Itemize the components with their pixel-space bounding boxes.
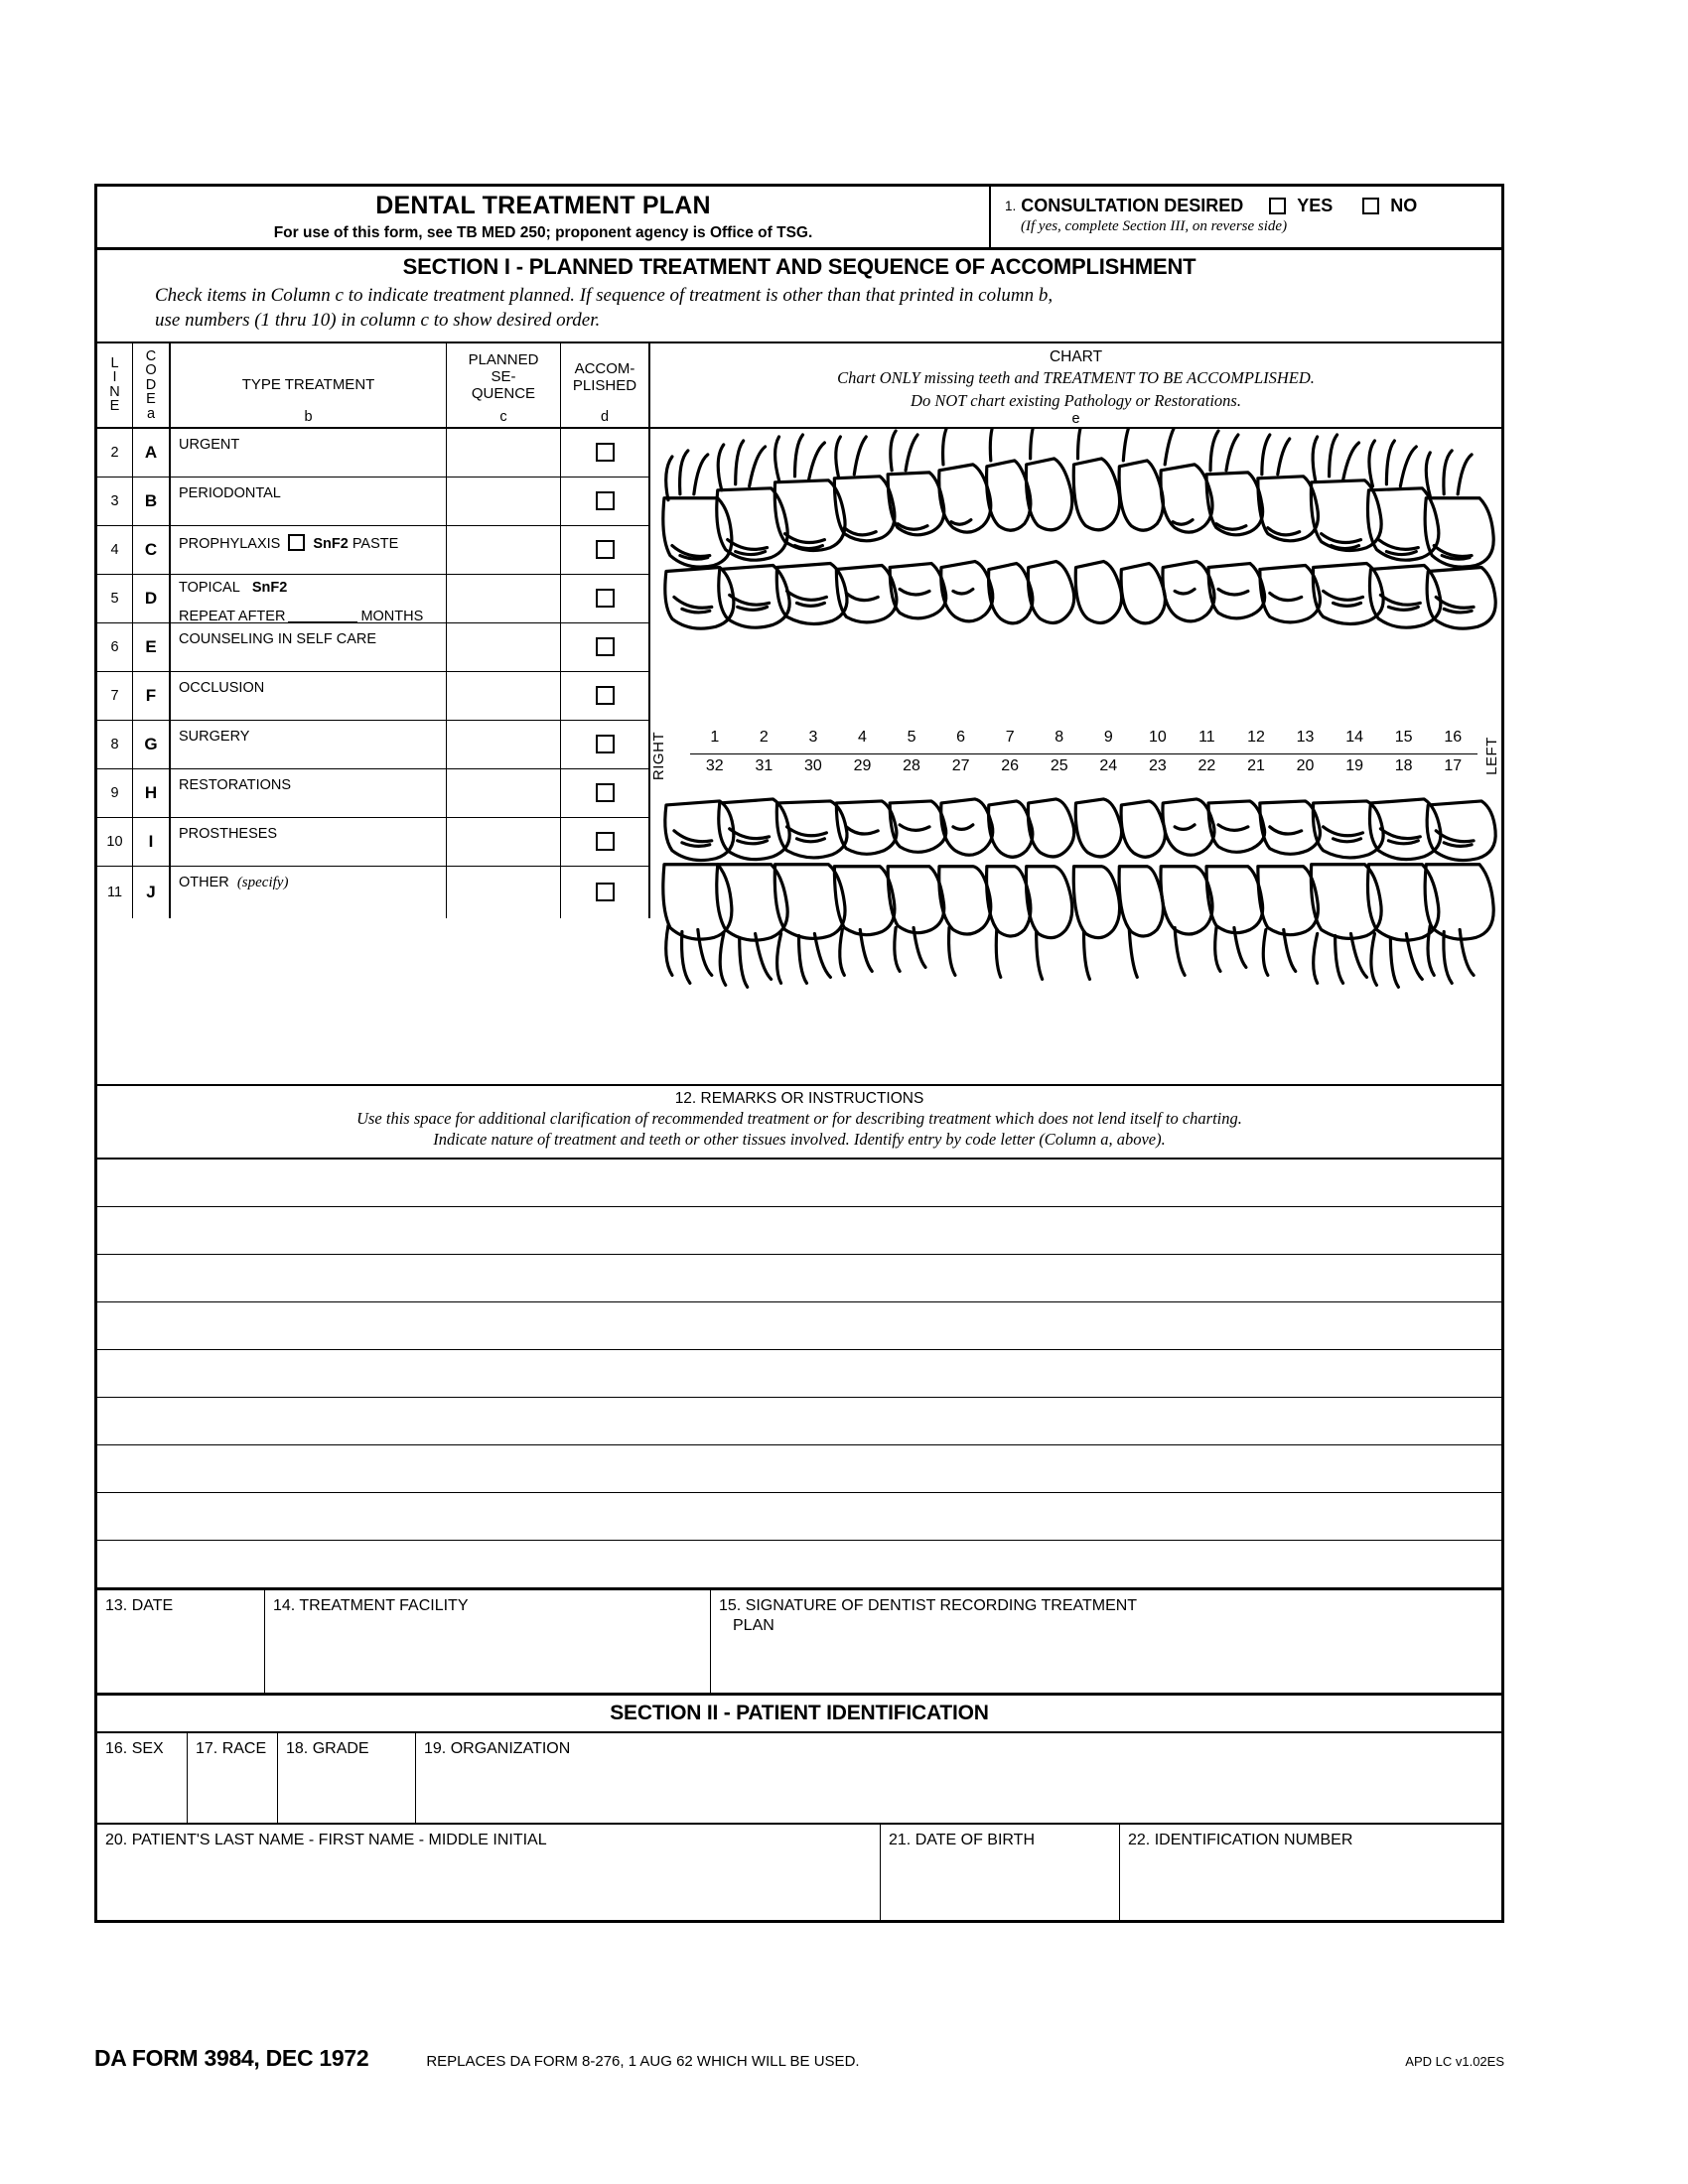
tooth-number: 11 [1198, 728, 1215, 746]
column-header-code [133, 343, 171, 427]
tooth-number: 18 [1394, 756, 1413, 774]
identification-number-field[interactable] [1120, 1825, 1501, 1920]
treatment-facility-label: 14. TREATMENT FACILITY [273, 1596, 469, 1614]
row-line-number: 3 [97, 478, 133, 525]
table-header-row [97, 343, 1501, 429]
row-planned-sequence-input[interactable] [447, 818, 561, 866]
column-header-label: PLANNED [468, 351, 539, 369]
tooth-number: 1 [710, 728, 720, 746]
repeat-after-input[interactable] [288, 608, 357, 622]
section1-instructions [97, 283, 1501, 334]
row-accomplished-cell[interactable] [561, 867, 650, 918]
table-row [97, 769, 650, 818]
tooth-number: 14 [1345, 728, 1363, 746]
table-row [97, 478, 650, 526]
column-sub-letter-b: b [304, 408, 313, 425]
months-label: MONTHS [360, 608, 424, 624]
column-header-planned-sequence [447, 343, 561, 427]
row-accomplished-cell[interactable] [561, 526, 650, 574]
tooth-number: 5 [907, 728, 916, 746]
remarks-entry-area[interactable] [97, 1160, 1501, 1590]
consultation-yes-label: YES [1297, 196, 1334, 215]
column-sub-letter-a: a [146, 405, 156, 422]
organization-label: 19. ORGANIZATION [424, 1739, 571, 1757]
row-treatment-label [171, 575, 447, 622]
row-planned-sequence-input[interactable] [447, 867, 561, 918]
row-accomplished-cell[interactable] [561, 623, 650, 671]
tooth-number: 29 [853, 756, 872, 774]
row-code-letter: D [133, 575, 171, 622]
checkbox-icon[interactable] [596, 735, 615, 753]
grade-field[interactable] [278, 1733, 416, 1823]
form-footer [94, 2045, 1504, 2072]
table-row [97, 721, 650, 769]
row-line-number: 2 [97, 429, 133, 477]
treatment-name: SURGERY [179, 728, 250, 745]
row-treatment-label [171, 526, 447, 574]
remarks-header [97, 1084, 1501, 1160]
tooth-number: 15 [1394, 728, 1413, 746]
treatment-rows-container [97, 429, 650, 1084]
tooth-number: 19 [1345, 756, 1363, 774]
column-header-label: SE- [491, 368, 516, 386]
tooth-number: 16 [1444, 728, 1463, 746]
dental-chart-panel[interactable] [650, 429, 1501, 1084]
chart-column-note2: Do NOT chart existing Pathology or Restorations. [911, 390, 1241, 410]
treatment-name: PROPHYLAXIS [179, 535, 281, 552]
row-line-number: 4 [97, 526, 133, 574]
treatment-name: PROSTHESES [179, 825, 278, 842]
remarks-line[interactable] [97, 1255, 1501, 1302]
tooth-number: 10 [1148, 728, 1167, 746]
lower-tooth-numbers [690, 757, 1477, 775]
code-letter: E [146, 391, 156, 408]
page-title: DENTAL TREATMENT PLAN [375, 192, 711, 219]
tooth-number-divider [690, 753, 1477, 754]
dentist-signature-label-line2: PLAN [733, 1616, 774, 1634]
row-line-number: 8 [97, 721, 133, 768]
tooth-number: 7 [1005, 728, 1015, 746]
treatment-table-and-chart [97, 429, 1501, 1084]
tooth-number: 30 [804, 756, 822, 774]
row-line-number: 10 [97, 818, 133, 866]
row-treatment-label [171, 429, 447, 477]
patient-demographics-row [97, 1733, 1501, 1825]
checkbox-icon[interactable] [596, 883, 615, 901]
checkbox-icon[interactable] [596, 540, 615, 559]
remarks-line[interactable] [97, 1350, 1501, 1398]
dentist-signature-field[interactable] [711, 1590, 1501, 1693]
row-treatment-label [171, 818, 447, 866]
date-of-birth-label: 21. DATE OF BIRTH [889, 1831, 1035, 1848]
tooth-number: 22 [1197, 756, 1216, 774]
sex-field[interactable] [97, 1733, 188, 1823]
remarks-line[interactable] [97, 1207, 1501, 1255]
table-row [97, 867, 650, 918]
remarks-line[interactable] [97, 1398, 1501, 1445]
line-letter: E [109, 398, 120, 415]
row-accomplished-cell[interactable] [561, 429, 650, 477]
checkbox-icon[interactable] [596, 637, 615, 656]
snf2-label: SnF2 [313, 535, 349, 552]
table-row [97, 818, 650, 867]
treatment-name: OCCLUSION [179, 679, 265, 696]
row-planned-sequence-input[interactable] [447, 769, 561, 817]
table-row [97, 429, 650, 478]
consultation-number: 1. [1005, 199, 1017, 213]
form-reference-note: For use of this form, see TB MED 250; proponent agency is Office of TSG. [273, 223, 813, 241]
row-planned-sequence-input[interactable] [447, 623, 561, 671]
treatment-name: TOPICAL [179, 579, 240, 596]
row-code-letter: I [133, 818, 171, 866]
form-id: DA FORM 3984, DEC 1972 [94, 2045, 369, 2071]
consultation-label: CONSULTATION DESIRED [1021, 196, 1244, 215]
row-accomplished-cell[interactable] [561, 769, 650, 817]
row-treatment-label [171, 672, 447, 720]
tooth-number: 12 [1247, 728, 1265, 746]
patient-identity-row [97, 1825, 1501, 1923]
row-treatment-label [171, 721, 447, 768]
code-letter: O [145, 362, 157, 379]
table-row [97, 575, 650, 623]
tooth-number: 17 [1444, 756, 1463, 774]
sex-label: 16. SEX [105, 1739, 164, 1757]
column-header-label: QUENCE [471, 385, 536, 403]
treatment-name: RESTORATIONS [179, 776, 292, 793]
checkbox-icon[interactable] [596, 443, 615, 462]
column-sub-letter-d: d [600, 408, 610, 425]
row-code-letter: B [133, 478, 171, 525]
tooth-number-strip [650, 726, 1501, 787]
identification-number-label: 22. IDENTIFICATION NUMBER [1128, 1831, 1353, 1848]
dental-treatment-plan-form [94, 184, 1504, 1923]
row-accomplished-cell[interactable] [561, 575, 650, 622]
section2-title: SECTION II - PATIENT IDENTIFICATION [97, 1696, 1501, 1733]
checkbox-icon[interactable] [1362, 198, 1379, 214]
line-letter: N [109, 383, 120, 400]
column-header-line [97, 343, 133, 427]
tooth-number: 6 [956, 728, 966, 746]
column-header-chart [650, 343, 1501, 427]
upper-arch-diagram[interactable] [650, 429, 1501, 726]
tooth-number: 13 [1296, 728, 1315, 746]
tooth-number: 9 [1103, 728, 1113, 746]
checkbox-icon[interactable] [288, 534, 305, 551]
specify-hint: (specify) [236, 874, 289, 890]
tooth-number: 3 [808, 728, 818, 746]
column-header-label: ACCOM- [574, 359, 635, 377]
organization-field[interactable] [416, 1733, 1501, 1823]
paste-label: PASTE [352, 535, 399, 552]
remarks-line[interactable] [97, 1160, 1501, 1207]
tooth-number: 26 [1001, 756, 1020, 774]
title-block [97, 187, 991, 247]
remarks-title: 12. REMARKS OR INSTRUCTIONS [674, 1089, 924, 1107]
row-planned-sequence-input[interactable] [447, 526, 561, 574]
signature-row [97, 1590, 1501, 1696]
row-planned-sequence-input[interactable] [447, 672, 561, 720]
checkbox-icon[interactable] [1269, 198, 1286, 214]
table-row [97, 672, 650, 721]
snf2-label: SnF2 [251, 579, 288, 596]
column-header-accomplished [561, 343, 650, 427]
row-line-number: 7 [97, 672, 133, 720]
remarks-line[interactable] [97, 1445, 1501, 1493]
row-planned-sequence-input[interactable] [447, 478, 561, 525]
consultation-block [991, 187, 1501, 247]
code-letter: C [145, 347, 157, 364]
column-header-type-treatment [171, 343, 447, 427]
repeat-after-line [179, 608, 446, 624]
row-code-letter: H [133, 769, 171, 817]
date-field[interactable] [97, 1590, 265, 1693]
tooth-number: 20 [1296, 756, 1315, 774]
consultation-yes-option[interactable] [1269, 196, 1333, 216]
treatment-name: COUNSELING IN SELF CARE [179, 630, 377, 647]
checkbox-icon[interactable] [596, 832, 615, 851]
consultation-row [1005, 196, 1501, 216]
treatment-name: PERIODONTAL [179, 484, 281, 501]
tooth-number: 23 [1148, 756, 1167, 774]
table-row [97, 526, 650, 575]
race-field[interactable] [188, 1733, 278, 1823]
remarks-line[interactable] [97, 1541, 1501, 1590]
column-sub-letter-c: c [499, 408, 507, 425]
tooth-number: 31 [755, 756, 774, 774]
row-planned-sequence-input[interactable] [447, 429, 561, 477]
row-accomplished-cell[interactable] [561, 818, 650, 866]
row-planned-sequence-input[interactable] [447, 721, 561, 768]
date-of-birth-field[interactable] [881, 1825, 1120, 1920]
row-treatment-label [171, 769, 447, 817]
row-accomplished-cell[interactable] [561, 721, 650, 768]
row-planned-sequence-input[interactable] [447, 575, 561, 622]
column-header-label: TYPE TREATMENT [241, 376, 375, 394]
row-accomplished-cell[interactable] [561, 478, 650, 525]
date-label: 13. DATE [105, 1596, 174, 1614]
remarks-instruction-line2: Indicate nature of treatment and teeth or other tissues involved. Identify entry by code letter (Column a, above). [433, 1130, 1166, 1150]
checkbox-icon[interactable] [596, 491, 615, 510]
lower-arch-diagram[interactable] [650, 787, 1501, 1084]
code-letter: D [145, 376, 157, 393]
row-code-letter: F [133, 672, 171, 720]
table-row [97, 623, 650, 672]
tooth-number: 8 [1055, 728, 1064, 746]
patient-name-field[interactable] [97, 1825, 881, 1920]
checkbox-icon[interactable] [596, 783, 615, 802]
checkbox-icon[interactable] [596, 589, 615, 608]
section1-instruction-line1: Check items in Column c to indicate treatment planned. If sequence of treatment is other than that printed in column b, [155, 284, 1054, 306]
tooth-number: 27 [951, 756, 970, 774]
patient-name-label: 20. PATIENT'S LAST NAME - FIRST NAME - MIDDLE INITIAL [105, 1831, 547, 1848]
chart-column-note1: Chart ONLY missing teeth and TREATMENT TO BE ACCOMPLISHED. [837, 367, 1315, 387]
section1-header [97, 250, 1501, 343]
row-code-letter: J [133, 867, 171, 918]
row-line-number: 6 [97, 623, 133, 671]
checkbox-icon[interactable] [596, 686, 615, 705]
upper-tooth-numbers [690, 729, 1477, 747]
line-letter: L [110, 354, 119, 371]
race-label: 17. RACE [196, 1739, 267, 1757]
row-line-number: 9 [97, 769, 133, 817]
line-letter: I [112, 369, 117, 386]
tooth-number: 28 [903, 756, 920, 774]
tooth-number: 32 [705, 756, 724, 774]
section1-title: SECTION I - PLANNED TREATMENT AND SEQUENCE OF ACCOMPLISHMENT [402, 253, 1196, 279]
treatment-facility-field[interactable] [265, 1590, 711, 1693]
tooth-number: 21 [1247, 756, 1265, 774]
row-line-number: 11 [97, 867, 133, 918]
chart-left-label: LEFT [1483, 736, 1501, 775]
dentist-signature-label [711, 1590, 1501, 1636]
column-header-label: PLISHED [572, 376, 637, 394]
form-title-band [97, 187, 1501, 250]
row-accomplished-cell[interactable] [561, 672, 650, 720]
remarks-line[interactable] [97, 1493, 1501, 1541]
remarks-line[interactable] [97, 1302, 1501, 1350]
remarks-instruction-line1: Use this space for additional clarification of recommended treatment or for describing treatment which does not lend itself to charting. [356, 1108, 1242, 1128]
consultation-no-label: NO [1390, 196, 1418, 215]
dentist-signature-label-line1: 15. SIGNATURE OF DENTIST RECORDING TREATMENT [719, 1596, 1138, 1614]
row-code-letter: C [133, 526, 171, 574]
treatment-name: OTHER [179, 874, 229, 890]
chart-column-title: CHART [1049, 347, 1103, 365]
consultation-note: (If yes, complete Section III, on reverse side) [1021, 218, 1288, 234]
form-replaces-note: REPLACES DA FORM 8-276, 1 AUG 62 WHICH WILL BE USED. [426, 2053, 860, 2070]
tooth-number: 24 [1099, 756, 1118, 774]
apd-version: APD LC v1.02ES [1405, 2054, 1504, 2069]
row-treatment-label [171, 867, 447, 918]
row-code-letter: A [133, 429, 171, 477]
repeat-after-label: REPEAT AFTER [179, 608, 286, 624]
row-code-letter: E [133, 623, 171, 671]
tooth-number: 25 [1050, 756, 1068, 774]
grade-label: 18. GRADE [286, 1739, 369, 1757]
chart-right-label: RIGHT [650, 731, 668, 780]
tooth-number: 2 [759, 728, 769, 746]
section1-instruction-line2: use numbers (1 thru 10) in column c to show desired order. [155, 310, 601, 332]
consultation-no-option[interactable] [1362, 196, 1417, 216]
column-sub-letter-e: e [1071, 410, 1080, 427]
tooth-number: 4 [858, 728, 867, 746]
row-treatment-label [171, 623, 447, 671]
row-treatment-label [171, 478, 447, 525]
row-code-letter: G [133, 721, 171, 768]
treatment-name: URGENT [179, 436, 240, 453]
row-line-number: 5 [97, 575, 133, 622]
